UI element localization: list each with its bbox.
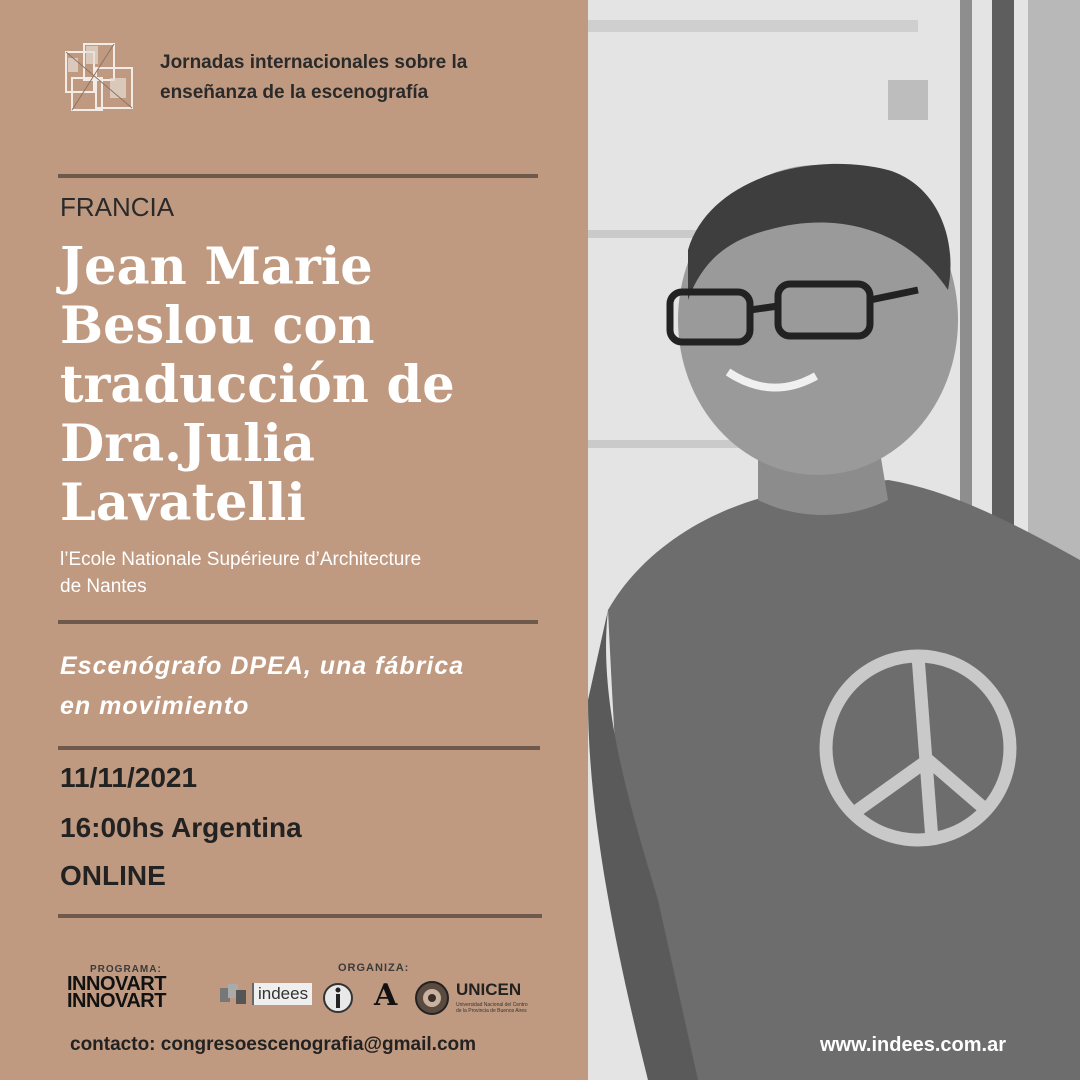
website-link[interactable]: www.indees.com.ar: [820, 1034, 1006, 1056]
divider: [58, 914, 542, 918]
speaker-name-line: Beslou con: [60, 296, 375, 356]
unicen-subtitle: Universidad Nacional del Centro de la Provincia de Buenos Aires: [456, 1002, 528, 1014]
indees-logo-text: indees: [252, 983, 312, 1005]
institution-line: de Nantes: [60, 576, 147, 597]
event-mode: ONLINE: [60, 860, 166, 891]
unicen-logo: [414, 980, 531, 1016]
speaker-name-line: Lavatelli: [60, 473, 306, 533]
talk-title-line: Escenógrafo DPEA, una fábrica: [60, 652, 465, 680]
speaker-name: [60, 238, 570, 533]
speaker-name-line: traducción de: [60, 355, 455, 415]
indees-logo: [218, 982, 312, 1006]
jornadas-logo-icon: [60, 38, 140, 118]
innovart-logo-line: INNOVART: [67, 973, 166, 995]
talk-title: [60, 646, 550, 726]
event-series-title-line: enseñanza de la escenografía: [160, 82, 429, 103]
innovart-logo: [67, 973, 166, 1012]
indees-mark-icon: [218, 982, 248, 1006]
contact-email[interactable]: contacto: congresoescenografia@gmail.com: [70, 1034, 477, 1055]
event-series-title-line: Jornadas internacionales sobre la: [160, 52, 468, 73]
speaker-institution: [60, 546, 530, 600]
speaker-photo-illustration: [588, 0, 1080, 1080]
divider: [58, 620, 538, 624]
talk-title-line: en movimiento: [60, 692, 250, 720]
speaker-photo: [588, 0, 1080, 1080]
institution-i-logo-icon: [322, 982, 354, 1014]
speaker-name-line: Jean Marie: [60, 237, 373, 297]
speaker-name-line: Dra.Julia: [60, 414, 315, 474]
divider: [58, 174, 538, 178]
event-time: 16:00hs Argentina: [60, 812, 302, 843]
event-series-title: [160, 48, 560, 108]
innovart-logo-line: INNOVART: [67, 990, 166, 1012]
unicen-name: UNICEN: [456, 980, 522, 999]
institution-line: l’Ecole Nationale Supérieure d’Architecture: [60, 549, 422, 570]
divider: [58, 746, 540, 750]
organiza-label: ORGANIZA:: [338, 962, 410, 974]
programa-label: PROGRAMA:: [90, 964, 162, 975]
event-date: 11/11/2021: [60, 762, 198, 793]
unicen-seal-icon: [414, 980, 450, 1016]
speaker-country: FRANCIA: [60, 192, 175, 222]
a-logo: A: [374, 978, 398, 1013]
